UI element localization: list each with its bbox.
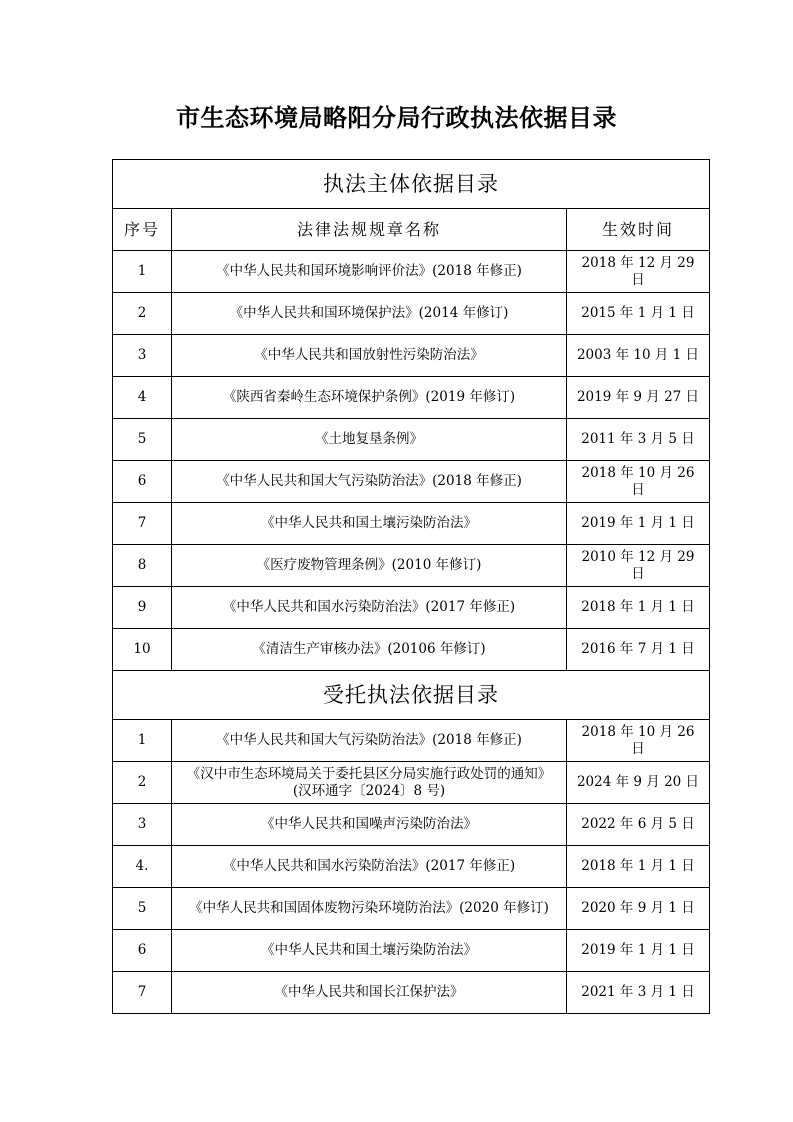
table-row bbox=[113, 419, 710, 461]
row-law-name: 《清洁生产审核办法》(20106 年修订) bbox=[172, 629, 567, 671]
row-law-name: 《中华人民共和国土壤污染防治法》 bbox=[172, 503, 567, 545]
row-effective-date: 2024 年 9 月 20 日 bbox=[567, 762, 710, 804]
table-row bbox=[113, 804, 710, 846]
section-title: 受托执法依据目录 bbox=[113, 671, 710, 720]
header-name: 法律法规规章名称 bbox=[172, 209, 567, 251]
row-effective-date: 2016 年 7 月 1 日 bbox=[567, 629, 710, 671]
law-basis-table bbox=[112, 159, 710, 1014]
table-row bbox=[113, 503, 710, 545]
table-row bbox=[113, 720, 710, 762]
row-law-name: 《中华人民共和国大气污染防治法》(2018 年修正) bbox=[172, 720, 567, 762]
document-title: 市生态环境局略阳分局行政执法依据目录 bbox=[176, 104, 617, 132]
table-row bbox=[113, 888, 710, 930]
table-row bbox=[113, 293, 710, 335]
row-seq: 6 bbox=[113, 461, 172, 503]
row-seq: 10 bbox=[113, 629, 172, 671]
row-effective-date: 2003 年 10 月 1 日 bbox=[567, 335, 710, 377]
row-seq: 5 bbox=[113, 888, 172, 930]
table-row bbox=[113, 335, 710, 377]
row-seq: 7 bbox=[113, 972, 172, 1014]
row-seq: 7 bbox=[113, 503, 172, 545]
row-effective-date: 2021 年 3 月 1 日 bbox=[567, 972, 710, 1014]
row-seq: 1 bbox=[113, 251, 172, 293]
table-row bbox=[113, 846, 710, 888]
row-law-name: 《中华人民共和国放射性污染防治法》 bbox=[172, 335, 567, 377]
table-header-row bbox=[113, 209, 710, 251]
row-law-name: 《中华人民共和国大气污染防治法》(2018 年修正) bbox=[172, 461, 567, 503]
row-law-name: 《土地复垦条例》 bbox=[172, 419, 567, 461]
row-seq: 3 bbox=[113, 804, 172, 846]
table-row bbox=[113, 461, 710, 503]
table-row bbox=[113, 972, 710, 1014]
row-seq: 9 bbox=[113, 587, 172, 629]
row-law-name: 《中华人民共和国环境影响评价法》(2018 年修正) bbox=[172, 251, 567, 293]
row-seq: 3 bbox=[113, 335, 172, 377]
row-effective-date: 2018 年 12 月 29 日 bbox=[567, 251, 710, 293]
header-seq: 序号 bbox=[113, 209, 172, 251]
row-effective-date: 2018 年 10 月 26 日 bbox=[567, 720, 710, 762]
row-effective-date: 2018 年 10 月 26 日 bbox=[567, 461, 710, 503]
row-effective-date: 2020 年 9 月 1 日 bbox=[567, 888, 710, 930]
row-effective-date: 2019 年 1 月 1 日 bbox=[567, 930, 710, 972]
row-effective-date: 2019 年 1 月 1 日 bbox=[567, 503, 710, 545]
row-law-name: 《医疗废物管理条例》(2010 年修订) bbox=[172, 545, 567, 587]
table-row bbox=[113, 629, 710, 671]
row-effective-date: 2022 年 6 月 5 日 bbox=[567, 804, 710, 846]
row-law-name: 《中华人民共和国长江保护法》 bbox=[172, 972, 567, 1014]
row-seq: 1 bbox=[113, 720, 172, 762]
table-row bbox=[113, 587, 710, 629]
row-effective-date: 2015 年 1 月 1 日 bbox=[567, 293, 710, 335]
row-law-name: 《汉中市生态环境局关于委托县区分局实施行政处罚的通知》(汉环通字〔2024〕8 号) bbox=[172, 762, 567, 804]
table-row bbox=[113, 930, 710, 972]
table-row bbox=[113, 762, 710, 804]
section-title-row bbox=[113, 160, 710, 209]
row-seq: 2 bbox=[113, 762, 172, 804]
row-law-name: 《陕西省秦岭生态环境保护条例》(2019 年修订) bbox=[172, 377, 567, 419]
row-law-name: 《中华人民共和国水污染防治法》(2017 年修正) bbox=[172, 846, 567, 888]
row-effective-date: 2010 年 12 月 29 日 bbox=[567, 545, 710, 587]
row-effective-date: 2018 年 1 月 1 日 bbox=[567, 587, 710, 629]
table-row bbox=[113, 251, 710, 293]
row-law-name: 《中华人民共和国环境保护法》(2014 年修订) bbox=[172, 293, 567, 335]
row-effective-date: 2011 年 3 月 5 日 bbox=[567, 419, 710, 461]
table-row bbox=[113, 545, 710, 587]
row-effective-date: 2018 年 1 月 1 日 bbox=[567, 846, 710, 888]
header-date: 生效时间 bbox=[567, 209, 710, 251]
row-seq: 6 bbox=[113, 930, 172, 972]
row-law-name: 《中华人民共和国水污染防治法》(2017 年修正) bbox=[172, 587, 567, 629]
row-law-name: 《中华人民共和国固体废物污染环境防治法》(2020 年修订) bbox=[172, 888, 567, 930]
row-seq: 2 bbox=[113, 293, 172, 335]
row-seq: 5 bbox=[113, 419, 172, 461]
row-seq: 4 bbox=[113, 377, 172, 419]
row-law-name: 《中华人民共和国噪声污染防治法》 bbox=[172, 804, 567, 846]
table-row bbox=[113, 377, 710, 419]
section-title: 执法主体依据目录 bbox=[113, 160, 710, 209]
row-effective-date: 2019 年 9 月 27 日 bbox=[567, 377, 710, 419]
section-title-row bbox=[113, 671, 710, 720]
row-law-name: 《中华人民共和国土壤污染防治法》 bbox=[172, 930, 567, 972]
row-seq: 4. bbox=[113, 846, 172, 888]
row-seq: 8 bbox=[113, 545, 172, 587]
